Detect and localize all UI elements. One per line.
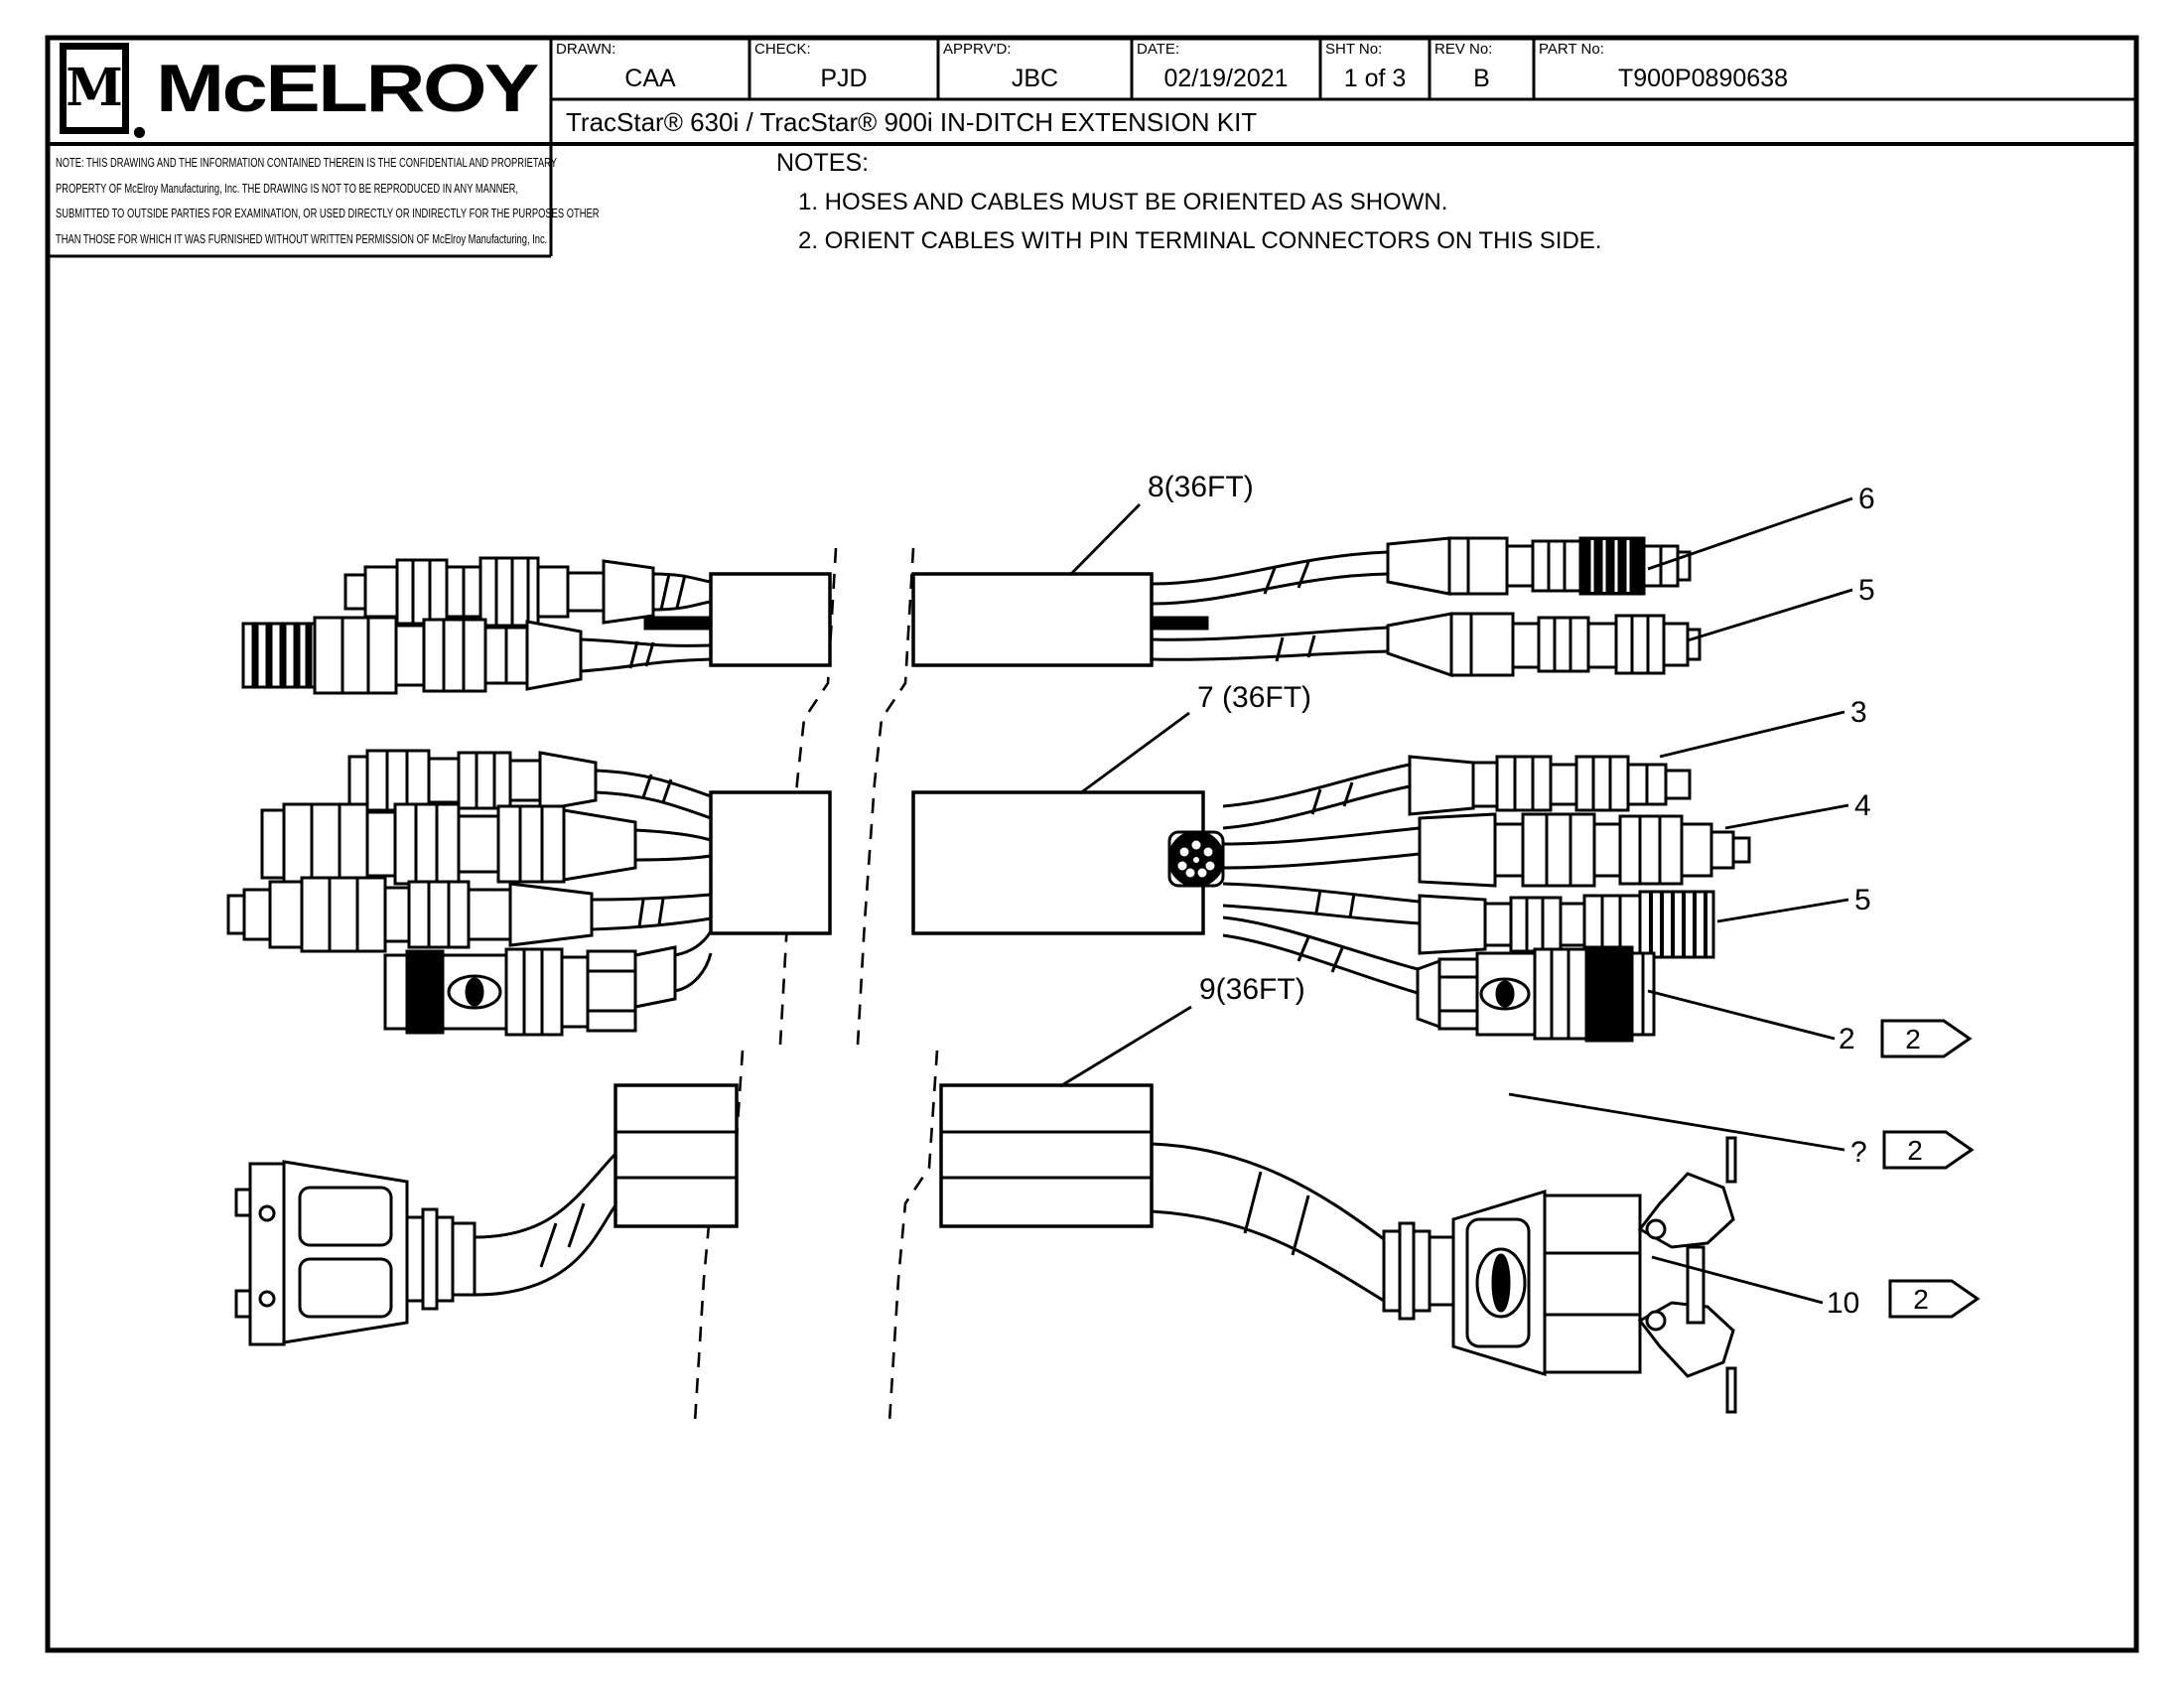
cable7-left-sleeve: [711, 792, 830, 933]
connector-item5b: [1420, 892, 1713, 957]
cable9-left-connector: [236, 1154, 615, 1344]
circular-multipin-connector: [1169, 832, 1223, 886]
cable7-left-connector3: [228, 878, 711, 951]
cable8-left-lower-connector: [243, 618, 711, 693]
company-logo: [60, 46, 537, 152]
note-item-2: 2. ORIENT CABLES WITH PIN TERMINAL CONNECTORS ON THIS SIDE.: [798, 227, 1602, 254]
field-part-number: [1534, 38, 2136, 99]
break-lines: [695, 548, 937, 1422]
cable8-right-sleeve: [913, 574, 1152, 665]
cable8-junction-band-right: [1152, 618, 1207, 629]
proprietary-note-line: THAN THOSE FOR WHICH IT WAS FURNISHED WITHOUT WRITTEN PERMISSION OF McElroy Manufacturing, Inc.: [56, 231, 548, 247]
callout-unknown: ?: [1850, 1136, 1867, 1169]
field-date: [1132, 38, 1320, 99]
field-rev-number-value: B: [1473, 65, 1490, 92]
cable8-left-upper-connector: [345, 558, 711, 626]
qty-flag-unknown: [1884, 1132, 1972, 1168]
connector-item2: [1418, 947, 1654, 1041]
connector-item6: [1388, 538, 1690, 594]
drawing-title: TracStar® 630i / TracStar® 900i IN-DITCH EXTENSION KIT: [566, 107, 1258, 137]
field-check-label: CHECK:: [754, 41, 811, 58]
field-drawn-label: DRAWN:: [556, 41, 616, 58]
field-sheet-number-label: SHT No:: [1325, 41, 1383, 58]
field-check: [750, 38, 938, 99]
proprietary-note-line: PROPERTY OF McElroy Manufacturing, Inc. THE DRAWING IS NOT TO BE REPRODUCED IN ANY MANNER,: [56, 180, 519, 196]
field-drawn-value: CAA: [624, 65, 676, 92]
field-rev-number-label: REV No:: [1434, 41, 1493, 58]
field-apprvd-value: JBC: [1011, 65, 1059, 92]
cable9-assembly: [236, 1085, 1735, 1412]
field-sheet-number-value: 1 of 3: [1343, 65, 1407, 92]
field-rev-number: [1430, 38, 1534, 99]
field-date-label: DATE:: [1137, 41, 1180, 58]
notes-section: [776, 149, 1601, 255]
callout-item10: 10: [1827, 1287, 1860, 1320]
field-apprvd-label: APPRV'D:: [943, 41, 1012, 58]
qty-flags: [1882, 1021, 1978, 1317]
note-item-1: 1. HOSES AND CABLES MUST BE ORIENTED AS SHOWN.: [798, 189, 1448, 215]
cable8-assembly: [243, 538, 1700, 693]
logo-monogram-icon: M: [60, 43, 129, 134]
field-drawn: [551, 38, 750, 99]
field-date-value: 02/19/2021: [1163, 65, 1289, 92]
callout-item5a: 5: [1858, 574, 1875, 607]
proprietary-note: [56, 150, 600, 252]
callout-item4: 4: [1854, 789, 1871, 822]
svg-text:2: 2: [1907, 1135, 1923, 1166]
svg-text:2: 2: [1913, 1284, 1929, 1315]
connector-item5a: [1388, 614, 1700, 675]
connector-item4: [1420, 814, 1749, 886]
cable7-left-connector2: [262, 804, 711, 884]
cable9-right-sleeve: [941, 1085, 1152, 1226]
proprietary-note-line: SUBMITTED TO OUTSIDE PARTIES FOR EXAMINATION, OR USED DIRECTLY OR INDIRECTLY FOR THE PURPOSES OTHER: [56, 206, 600, 221]
field-check-value: PJD: [820, 65, 868, 92]
cable8-label: 8(36FT): [1148, 471, 1254, 503]
notes-heading: NOTES:: [776, 149, 870, 177]
field-sheet-number: [1320, 38, 1430, 99]
field-part-number-value: T900P0890638: [1618, 65, 1788, 92]
logo-period: .: [129, 82, 150, 152]
cable8-junction-band: [645, 618, 711, 629]
cable7-label: 7 (36FT): [1197, 681, 1312, 714]
logo-wordmark: McELROY: [155, 51, 537, 126]
field-part-number-label: PART No:: [1539, 41, 1604, 58]
cable7-assembly: [228, 751, 1749, 1041]
svg-text:2: 2: [1905, 1024, 1921, 1055]
callout-item2: 2: [1839, 1023, 1855, 1055]
proprietary-note-line: NOTE: THIS DRAWING AND THE INFORMATION CONTAINED THEREIN IS THE CONFIDENTIAL AND PROPRIETARY: [56, 155, 557, 170]
cable8-left-sleeve: [711, 574, 830, 665]
connector-item3: [1410, 757, 1690, 814]
qty-flag-item10: [1890, 1281, 1978, 1317]
callout-item5b: 5: [1854, 884, 1871, 916]
cable9-left-sleeve: [615, 1085, 737, 1226]
qty-flag-item2: [1882, 1021, 1970, 1056]
connector-item10: [1384, 1138, 1735, 1412]
field-apprvd: [938, 38, 1132, 99]
cable9-label: 9(36FT): [1199, 973, 1305, 1006]
callout-item3: 3: [1850, 696, 1867, 729]
callout-item6: 6: [1858, 483, 1875, 515]
cable7-right-sleeve: [913, 792, 1203, 933]
